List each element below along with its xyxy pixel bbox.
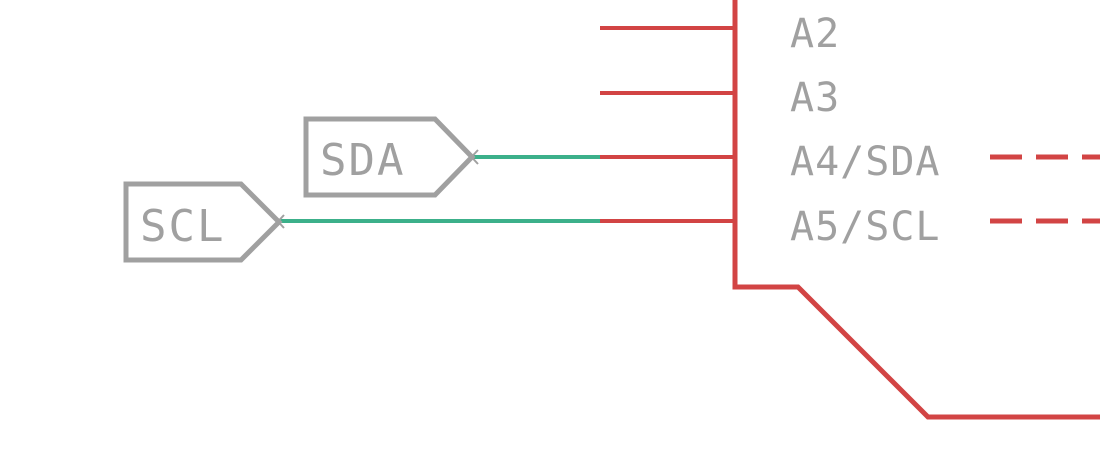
net-label-scl[interactable] xyxy=(126,184,284,260)
pin-label-a4-sda: A4/SDA xyxy=(790,139,941,185)
net-label-scl-text: SCL xyxy=(140,201,226,252)
pin-label-a5-scl: A5/SCL xyxy=(790,204,941,250)
pin-label-a3: A3 xyxy=(790,75,841,121)
net-label-sda-text: SDA xyxy=(320,135,406,186)
pin-label-a2: A2 xyxy=(790,11,841,57)
net-label-sda[interactable] xyxy=(306,119,478,195)
